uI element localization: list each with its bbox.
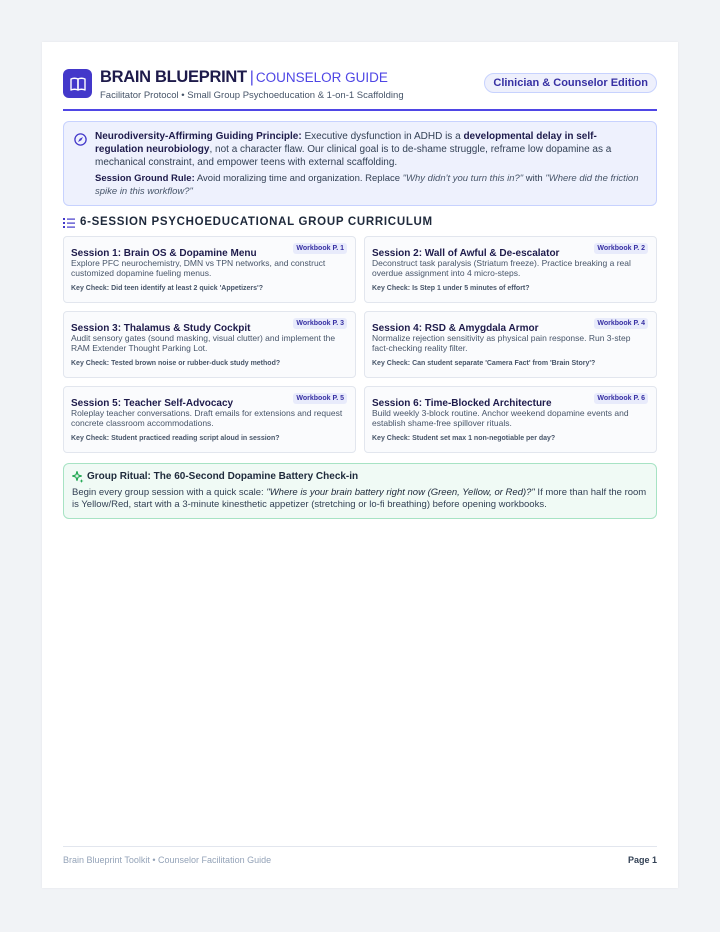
session-title: Session 2: Wall of Awful & De-escalator [372, 248, 560, 259]
title-separator: | [249, 69, 254, 86]
book-icon [63, 69, 92, 98]
page-number: Page 1 [627, 855, 657, 865]
session-title: Session 4: RSD & Amygdala Armor [372, 323, 539, 334]
session-card [364, 236, 657, 303]
sparkle-icon [72, 471, 84, 487]
principle-text [95, 130, 644, 169]
page-title [100, 68, 388, 87]
session-card [63, 386, 356, 453]
ground-rule-label: Session Ground Rule: [95, 173, 195, 184]
workbook-page-badge: Workbook P. 6 [594, 393, 648, 404]
session-key-check: Key Check: Is Step 1 under 5 minutes of effort? [372, 285, 530, 292]
ritual-heading: Group Ritual: The 60-Second Dopamine Battery Check-in [87, 471, 359, 482]
session-title: Session 6: Time-Blocked Architecture [372, 398, 552, 409]
page-footer [63, 846, 657, 869]
session-key-check: Key Check: Student practiced reading script aloud in session? [71, 435, 280, 442]
page-header [63, 68, 657, 111]
session-grid [63, 236, 657, 453]
session-key-check: Key Check: Did teen identify at least 2 quick 'Appetizers'? [71, 285, 263, 292]
compass-icon [74, 133, 87, 150]
session-title: Session 3: Thalamus & Study Cockpit [71, 323, 251, 334]
workbook-page-badge: Workbook P. 2 [594, 243, 648, 254]
session-key-check: Key Check: Student set max 1 non-negotiable per day? [372, 435, 556, 442]
session-card [364, 386, 657, 453]
guiding-principle-box [63, 121, 657, 206]
ritual-text [72, 487, 648, 511]
page-subtitle: Facilitator Protocol • Small Group Psychoeducation & 1-on-1 Scaffolding [100, 90, 404, 101]
ground-rule-part: with [523, 173, 546, 184]
session-key-check: Key Check: Can student separate 'Camera Fact' from 'Brain Story'? [372, 360, 596, 367]
principle-emphasis: developmental delay in self-regulation neurobiology [95, 131, 597, 155]
ground-rule-quote: "Why didn't you turn this in?" [402, 173, 524, 184]
session-description: Build weekly 3-block routine. Anchor weekend dopamine events and establish shame-free spillover rituals. [372, 409, 629, 428]
session-card [364, 311, 657, 378]
workbook-page-badge: Workbook P. 3 [293, 318, 347, 329]
workbook-page-badge: Workbook P. 1 [293, 243, 347, 254]
group-ritual-box [63, 463, 657, 519]
ritual-text-part: Begin every group session with a quick scale: [72, 487, 267, 498]
session-card [63, 311, 356, 378]
curriculum-heading [63, 215, 657, 231]
session-title: Session 5: Teacher Self-Advocacy [71, 398, 234, 409]
workbook-page-badge: Workbook P. 4 [594, 318, 648, 329]
session-description: Explore PFC neurochemistry, DMN vs TPN networks, and construct customized dopamine fueling menus. [71, 259, 326, 278]
principle-text-part: , not a character flaw. Our clinical goal is to de-shame struggle, reframe low dopamine as a mechanical constraint, and empower teens with external scaffolding. [95, 144, 612, 168]
edition-badge: Clinician & Counselor Edition [484, 73, 657, 93]
principle-text-part: Executive dysfunction in ADHD is a [301, 131, 464, 142]
ground-rule-quote: "Where did the friction spike in this workflow?" [95, 173, 639, 197]
ground-rule-text [95, 173, 644, 198]
title-suffix: COUNSELOR GUIDE [255, 70, 388, 85]
workbook-page-badge: Workbook P. 5 [293, 393, 347, 404]
ritual-text-part: If more than half the room is Yellow/Red, start with a 3-minute kinesthetic appetizer (stretching or lo-fi breathing) before opening workbooks. [72, 487, 647, 510]
document-page [42, 42, 678, 888]
title-main: BRAIN BLUEPRINT [100, 68, 247, 86]
session-title: Session 1: Brain OS & Dopamine Menu [71, 248, 257, 259]
principle-label: Neurodiversity-Affirming Guiding Principle: [95, 131, 302, 142]
ritual-quote: "Where is your brain battery right now (Green, Yellow, or Red)?" [266, 487, 535, 498]
footer-title: Brain Blueprint Toolkit • Counselor Facilitation Guide [63, 855, 272, 865]
session-key-check: Key Check: Tested brown noise or rubber-duck study method? [71, 360, 281, 367]
session-description: Normalize rejection sensitivity as physical pain response. Run 3-step fact-checking reality filter. [372, 334, 631, 353]
session-description: Deconstruct task paralysis (Striatum freeze). Practice breaking a real overdue assignment into 4 micro-steps. [372, 259, 631, 278]
session-description: Roleplay teacher conversations. Draft emails for extensions and request concrete classroom accommodations. [71, 409, 343, 428]
list-icon [63, 218, 75, 231]
curriculum-heading-text: 6-SESSION PSYCHOEDUCATIONAL GROUP CURRICULUM [80, 216, 433, 228]
session-card [63, 236, 356, 303]
session-description: Audit sensory gates (sound masking, visual clutter) and implement the RAM Extender Thought Parking Lot. [71, 334, 336, 353]
ground-rule-part: Avoid moralizing time and organization. Replace [194, 173, 403, 184]
